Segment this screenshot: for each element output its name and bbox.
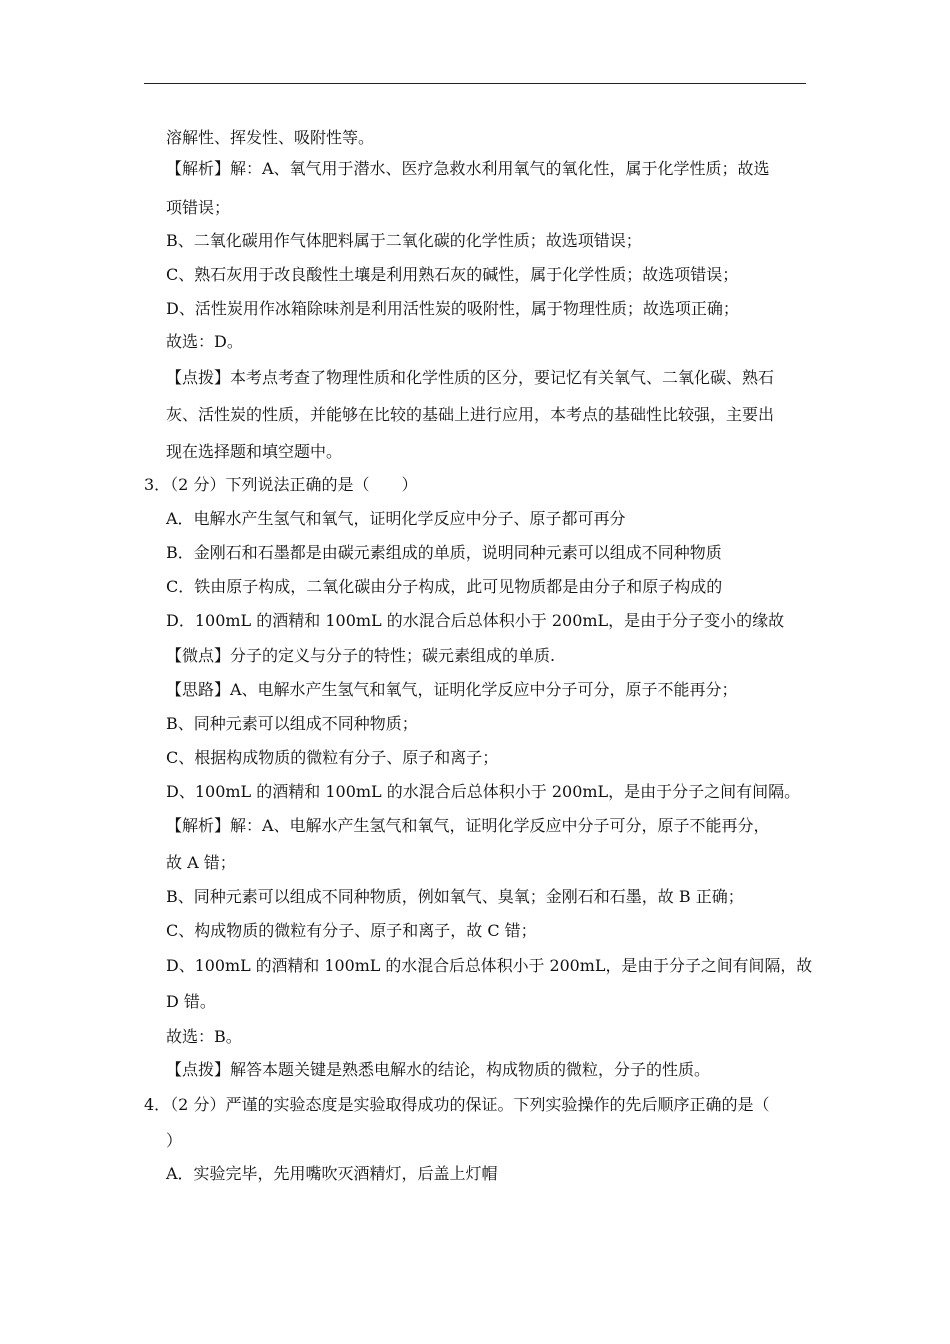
text-line: D、活性炭用作冰箱除味剂是利用活性炭的吸附性，属于物理性质；故选项正确； xyxy=(166,299,739,318)
question-4-option-a: A．实验完毕，先用嘴吹灭酒精灯，后盖上灯帽 xyxy=(166,1164,498,1183)
text-line: 故 A 错； xyxy=(166,853,236,872)
text-line: 溶解性、挥发性、吸附性等。 xyxy=(166,128,375,147)
text-line: D、100mL 的酒精和 100mL 的水混合后总体积小于 200mL，是由于分子之间有间隔。 xyxy=(166,782,801,801)
text-line: 故选：B。 xyxy=(166,1027,242,1046)
question-3-option-c: C．铁由原子构成，二氧化碳由分子构成，此可见物质都是由分子和原子构成的 xyxy=(166,577,723,596)
header-rule xyxy=(144,83,806,84)
text-line: D 错。 xyxy=(166,992,216,1011)
text-line: C、构成物质的微粒有分子、原子和离子，故 C 错； xyxy=(166,921,537,940)
text-line: 现在选择题和填空题中。 xyxy=(166,442,343,461)
question-4-stem: 4．（2 分）严谨的实验态度是实验取得成功的保证。下列实验操作的先后顺序正确的是（ xyxy=(144,1095,770,1114)
text-line: 【解析】解：A、氧气用于潜水、医疗急救水利用氧气的氧化性，属于化学性质；故选 xyxy=(166,159,770,178)
question-3-option-d: D．100mL 的酒精和 100mL 的水混合后总体积小于 200mL，是由于分子变小的缘故 xyxy=(166,611,785,630)
text-line: B、同种元素可以组成不同种物质； xyxy=(166,714,418,733)
text-line: B、同种元素可以组成不同种物质，例如氧气、臭氧；金刚石和石墨，故 B 正确； xyxy=(166,887,744,906)
text-line: 【微点】分子的定义与分子的特性；碳元素组成的单质. xyxy=(166,646,556,665)
text-line: C、熟石灰用于改良酸性土壤是利用熟石灰的碱性，属于化学性质；故选项错误； xyxy=(166,265,739,284)
text-line: C、根据构成物质的微粒有分子、原子和离子； xyxy=(166,748,499,767)
text-line: 【点拨】本考点考查了物理性质和化学性质的区分，要记忆有关氧气、二氧化碳、熟石 xyxy=(166,368,775,387)
question-3-option-a: A．电解水产生氢气和氧气，证明化学反应中分子、原子都可再分 xyxy=(166,509,626,528)
text-line: 故选：D。 xyxy=(166,332,243,351)
text-line: 【解析】解：A、电解水产生氢气和氧气，证明化学反应中分子可分，原子不能再分， xyxy=(166,816,770,835)
text-line: 【点拨】解答本题关键是熟悉电解水的结论，构成物质的微粒，分子的性质。 xyxy=(166,1060,711,1079)
text-line: D、100mL 的酒精和 100mL 的水混合后总体积小于 200mL，是由于分子之间有间隔，故 xyxy=(166,956,813,975)
text-line: 灰、活性炭的性质，并能够在比较的基础上进行应用，本考点的基础性比较强，主要出 xyxy=(166,405,775,424)
question-4-stem-continued: ） xyxy=(166,1131,183,1150)
question-3-option-b: B．金刚石和石墨都是由碳元素组成的单质，说明同种元素可以组成不同种物质 xyxy=(166,543,722,562)
text-line: 项错误； xyxy=(166,198,231,217)
question-3-stem: 3．（2 分）下列说法正确的是（ ） xyxy=(144,475,418,494)
text-line: B、二氧化碳用作气体肥料属于二氧化碳的化学性质；故选项错误； xyxy=(166,231,642,250)
text-line: 【思路】A、电解水产生氢气和氧气，证明化学反应中分子可分，原子不能再分； xyxy=(166,680,738,699)
